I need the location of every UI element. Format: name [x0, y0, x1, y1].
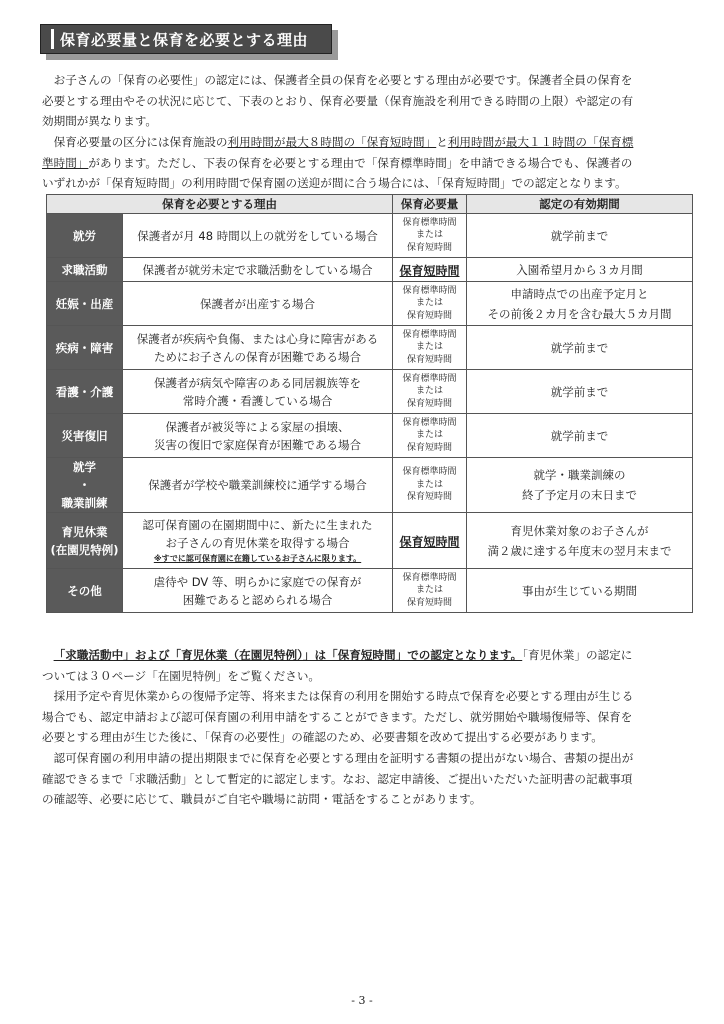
after3-line-3: の確認等、必要に応じて、職員がご自宅や職場に訪問・電話をすることがあります。 [42, 792, 482, 806]
table-row [47, 569, 693, 613]
validity-period-line: 就学前まで [550, 228, 609, 243]
after-paragraph-1 [42, 645, 694, 686]
care-need-amount [393, 258, 467, 282]
care-need-line: 保育標準時間 [402, 417, 457, 428]
care-need-amount [393, 282, 467, 326]
table-row [47, 414, 693, 458]
table-row [47, 326, 693, 370]
care-need-amount [393, 370, 467, 414]
care-need-line: または [415, 342, 443, 353]
reason-category-line: 疾病・障害 [55, 340, 114, 355]
after2-line-3: 必要とする理由が生じた後に、「保育の必要性」の確認のため、必要書類を改めて提出する必要があります。 [42, 730, 603, 744]
reason-description-line: 保護者が被災等による家屋の損壊、 [165, 419, 350, 434]
reason-description-line: 認可保育園の在園期間中に、新たに生まれた [142, 517, 373, 532]
care-need-line: 保育短時間 [406, 354, 452, 365]
validity-period [467, 513, 693, 569]
care-need-line: 保育標準時間 [402, 329, 457, 340]
care-need-amount [393, 458, 467, 513]
table-body [47, 214, 693, 613]
reason-category-line: 職業訓練 [61, 496, 108, 510]
reason-category [47, 214, 123, 258]
intro1-line-1: お子さんの「保育の必要性」の認定には、保護者全員の保育を必要とする理由が必要です。保護者全員の保育を [53, 73, 633, 87]
care-need-line: または [415, 386, 443, 397]
care-need-line: または [415, 479, 443, 490]
after3-line-2: 確認できるまで「求職活動」として暫定的に認定します。なお、認定申請後、ご提出いただいた証明書の記載事項 [42, 771, 633, 786]
intro2-l2a: 準時間」 [42, 155, 89, 170]
validity-period-line: 事由が生じている期間 [522, 583, 637, 598]
care-need-line: 保育短時間 [406, 310, 452, 321]
validity-period-line: 就学前まで [550, 384, 609, 399]
reason-category [47, 370, 123, 414]
reason-description [123, 414, 393, 458]
validity-period [467, 414, 693, 458]
care-need-line: 保育短時間 [406, 492, 452, 503]
intro2-l2b: があります。ただし、下表の保育を必要とする理由で「保育標準時間」を申請できる場合でも、保護者の [88, 155, 633, 170]
reason-category-line: 看護・介護 [55, 384, 114, 399]
after1-bold: 「求職活動中」および「育児休業（在園児特例）」は「保育短時間」での認定となります。 [53, 648, 523, 662]
table-row [47, 214, 693, 258]
care-need-amount [393, 214, 467, 258]
reason-description-line: 保護者が疾病や負傷、または心身に障害がある [136, 331, 379, 346]
validity-period [467, 370, 693, 414]
reason-category [47, 569, 123, 613]
validity-period-line: 育児休業対象のお子さんが [510, 523, 649, 538]
reason-description-line: お子さんの育児休業を取得する場合 [165, 535, 350, 550]
care-need-line: 保育標準時間 [402, 467, 457, 478]
reason-description-line: 保護者が月 48 時間以上の就労をしている場合 [137, 228, 378, 243]
validity-period [467, 214, 693, 258]
header-need: 保育必要量 [393, 195, 467, 214]
page-number: - 3 - [351, 994, 373, 1007]
reason-description-line: 困難であると認められる場合 [182, 592, 333, 607]
reason-category-line: 育児休業 [61, 524, 108, 539]
care-need-line: または [415, 585, 443, 596]
header-reason: 保育を必要とする理由 [47, 195, 393, 214]
after-paragraph-3 [42, 748, 694, 810]
validity-period [467, 458, 693, 513]
intro2-l1a: 保育必要量の区分には保育施設の [53, 135, 228, 149]
reason-description-line: 虐待や DV 等、明らかに家庭での保育が [153, 574, 362, 589]
care-need-line: 保育短時間 [406, 398, 452, 409]
table-row [47, 370, 693, 414]
header-period: 認定の有効期間 [467, 195, 693, 214]
reason-description [123, 458, 393, 513]
care-need-line: 保育標準時間 [402, 373, 457, 384]
after-paragraph-2 [42, 686, 694, 748]
care-need-line: 保育標準時間 [402, 217, 457, 228]
care-need-line: 保育短時間 [406, 442, 452, 453]
title-plate [40, 24, 332, 54]
table-header-row [47, 195, 693, 214]
reason-description [123, 282, 393, 326]
validity-period [467, 258, 693, 282]
after2-line-2: 場合でも、認定申請および認可保育園の利用申請をすることができます。ただし、就労開始や職場復帰等、保育を [42, 709, 633, 724]
reasons-table [46, 194, 693, 613]
short-time-label: 保育短時間 [399, 535, 460, 549]
care-need-amount [393, 326, 467, 370]
intro-paragraph-1 [42, 70, 694, 132]
reason-category-line: その他 [67, 583, 102, 598]
section-title-box [40, 24, 342, 62]
reason-description [123, 370, 393, 414]
reason-description [123, 214, 393, 258]
intro2-l1b: 利用時間が最大８時間の「保育短時間」 [227, 135, 437, 149]
table-row [47, 513, 693, 569]
after1-rest: 「育児休業」の認定に [522, 648, 633, 662]
reason-description-line: 保護者が病気や障害のある同居親族等を [154, 375, 361, 390]
reason-category-line: 就学 [73, 460, 96, 474]
reason-category [47, 458, 123, 513]
validity-period-line: 申請時点での出産予定月と [510, 286, 649, 301]
table-row [47, 282, 693, 326]
table-row [47, 258, 693, 282]
reason-category-line: (在園児特例) [50, 542, 119, 557]
reason-category [47, 258, 123, 282]
reason-description-line: 保護者が学校や職業訓練校に通学する場合 [148, 478, 367, 492]
reason-category-line: 就労 [73, 228, 96, 243]
short-time-label: 保育短時間 [399, 264, 460, 278]
intro2-l1d: 利用時間が最大１１時間の「保育標 [447, 135, 634, 149]
intro-paragraph-2 [42, 132, 694, 194]
validity-period-line: 就学前まで [550, 428, 609, 443]
validity-period-line: 終了予定月の末日まで [522, 488, 637, 502]
reason-category [47, 326, 123, 370]
care-need-line: または [415, 298, 443, 309]
reason-description [123, 569, 393, 613]
reason-description-line: ためにお子さんの保育が困難である場合 [154, 349, 361, 364]
reason-category-line: 災害復旧 [61, 428, 108, 443]
validity-period [467, 326, 693, 370]
reason-description [123, 513, 393, 569]
care-need-line: または [415, 230, 443, 241]
section-title: 保育必要量と保育を必要とする理由 [60, 30, 309, 49]
table-row [47, 458, 693, 513]
reason-description-line: 災害の復旧で家庭保育が困難である場合 [154, 437, 361, 452]
intro2-l1c: と [436, 135, 448, 149]
after1-line-2: ついては３０ページ「在園児特例」をご覧ください。 [42, 668, 321, 683]
validity-period-line: 入園希望月から３カ月間 [516, 262, 643, 277]
care-need-amount [393, 513, 467, 569]
intro2-line-1 [42, 132, 694, 153]
reason-description-line: 常時介護・看護している場合 [182, 393, 333, 408]
reason-category [47, 513, 123, 569]
reason-category-line: ・ [78, 478, 91, 492]
title-accent-bar [51, 29, 54, 49]
validity-period-line: 満２歳に達する年度末の翌月末まで [487, 543, 672, 558]
reason-description [123, 258, 393, 282]
intro1-line-3: 効期間が異なります。 [42, 114, 158, 128]
reason-description-line: 保護者が出産する場合 [200, 296, 315, 311]
reason-category-line: 求職活動 [61, 262, 108, 277]
reason-note: ※すでに認可保育園に在籍しているお子さんに限ります。 [153, 553, 362, 563]
care-need-line: 保育短時間 [406, 597, 452, 608]
validity-period-line: 就学前まで [550, 340, 609, 355]
after1-line-1 [42, 645, 694, 666]
care-need-line: 保育標準時間 [402, 572, 457, 583]
intro2-line-3: いずれかが「保育短時間」の利用時間で保育園の送迎が間に合う場合には、「保育短時間」での認定となります。 [42, 176, 627, 190]
validity-period-line: 就学・職業訓練の [533, 468, 626, 482]
validity-period [467, 569, 693, 613]
care-need-amount [393, 414, 467, 458]
reason-description [123, 326, 393, 370]
intro1-line-2: 必要とする理由やその状況に応じて、下表のとおり、保育必要量（保育施設を利用できる時間の上限）や認定の有 [42, 93, 634, 108]
care-need-line: 保育標準時間 [402, 285, 457, 296]
reason-category-line: 妊娠・出産 [55, 296, 114, 311]
care-need-line: または [415, 430, 443, 441]
care-need-line: 保育短時間 [406, 242, 452, 253]
after3-line-1: 認可保育園の利用申請の提出期限までに保育を必要とする理由を証明する書類の提出がない場合、書類の提出が [53, 751, 634, 765]
reason-category [47, 282, 123, 326]
reason-category [47, 414, 123, 458]
care-need-amount [393, 569, 467, 613]
validity-period [467, 282, 693, 326]
after2-line-1: 採用予定や育児休業からの復帰予定等、将来または保育の利用を開始する時点で保育を必要とする理由が生じる [53, 689, 634, 703]
validity-period-line: その前後２カ月を含む最大５カ月間 [487, 306, 672, 321]
intro2-line-2 [42, 153, 694, 174]
reason-description-line: 保護者が就労未定で求職活動をしている場合 [142, 262, 373, 277]
